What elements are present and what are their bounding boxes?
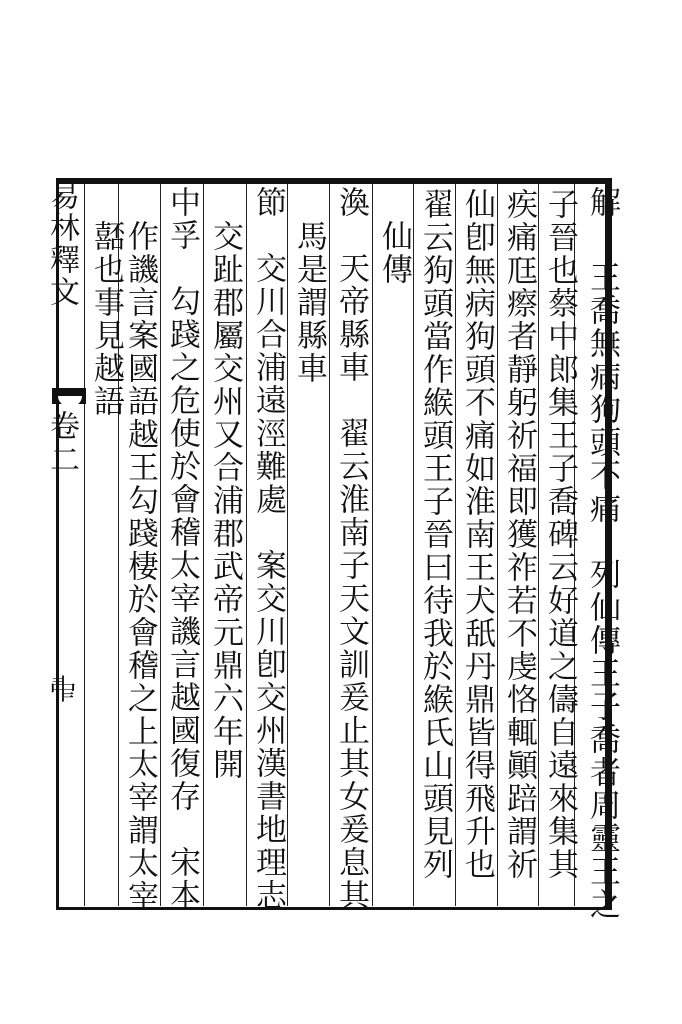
page-number: 𠁩 — [48, 673, 78, 708]
text-column: 子晉也蔡中郎集王子喬碑云好道之儔自遠來集其 — [542, 188, 578, 881]
book-title: 易林釋文 — [44, 180, 79, 308]
text-column: 作譏言案國語越王勾踐棲於會稽之上太宰謂太宰 — [122, 220, 158, 913]
volume-label: 卷二 — [44, 410, 79, 478]
text-column: 渙 天帝縣車 翟云淮南子天文訓爰止其女爰息其 — [333, 186, 369, 912]
text-column: 馬是謂縣車 — [291, 220, 327, 385]
column-separator — [329, 184, 330, 906]
column-separator — [203, 184, 204, 906]
text-column: 解 — [584, 186, 620, 219]
text-column: 仙傳 — [376, 220, 412, 286]
text-column: 節 交川合浦遠涇難處 案交川卽交州漢書地理志 — [250, 186, 286, 912]
fishtail-mark — [52, 388, 86, 404]
column-separator — [84, 184, 85, 906]
column-separator — [160, 184, 161, 906]
column-separator — [246, 184, 247, 906]
column-separator — [497, 184, 498, 906]
text-column: 仙卽無病狗頭不痛如淮南王犬舐丹鼎皆得飛升也 — [459, 188, 495, 881]
text-column: 疾痛尫瘵者靜躬祈福即獲祚若不虔恪輒顚踣謂祈 — [501, 188, 537, 881]
text-column: 中孚 勾踐之危使於會稽太宰譏言越國復存 宋本 — [164, 186, 200, 912]
text-column: 翟云狗頭當作緱頭王子晉曰待我於緱氏山頭見列 — [417, 188, 453, 881]
column-separator — [455, 184, 456, 906]
column-separator — [372, 184, 373, 906]
column-separator — [413, 184, 414, 906]
text-column: 王喬無病狗頭不痛 列仙傳王子喬者周靈王之 — [584, 228, 620, 921]
text-column: 嚭也事見越語 — [88, 220, 124, 418]
text-column: 交趾郡屬交州又合浦郡武帝元鼎六年開 — [207, 220, 243, 781]
